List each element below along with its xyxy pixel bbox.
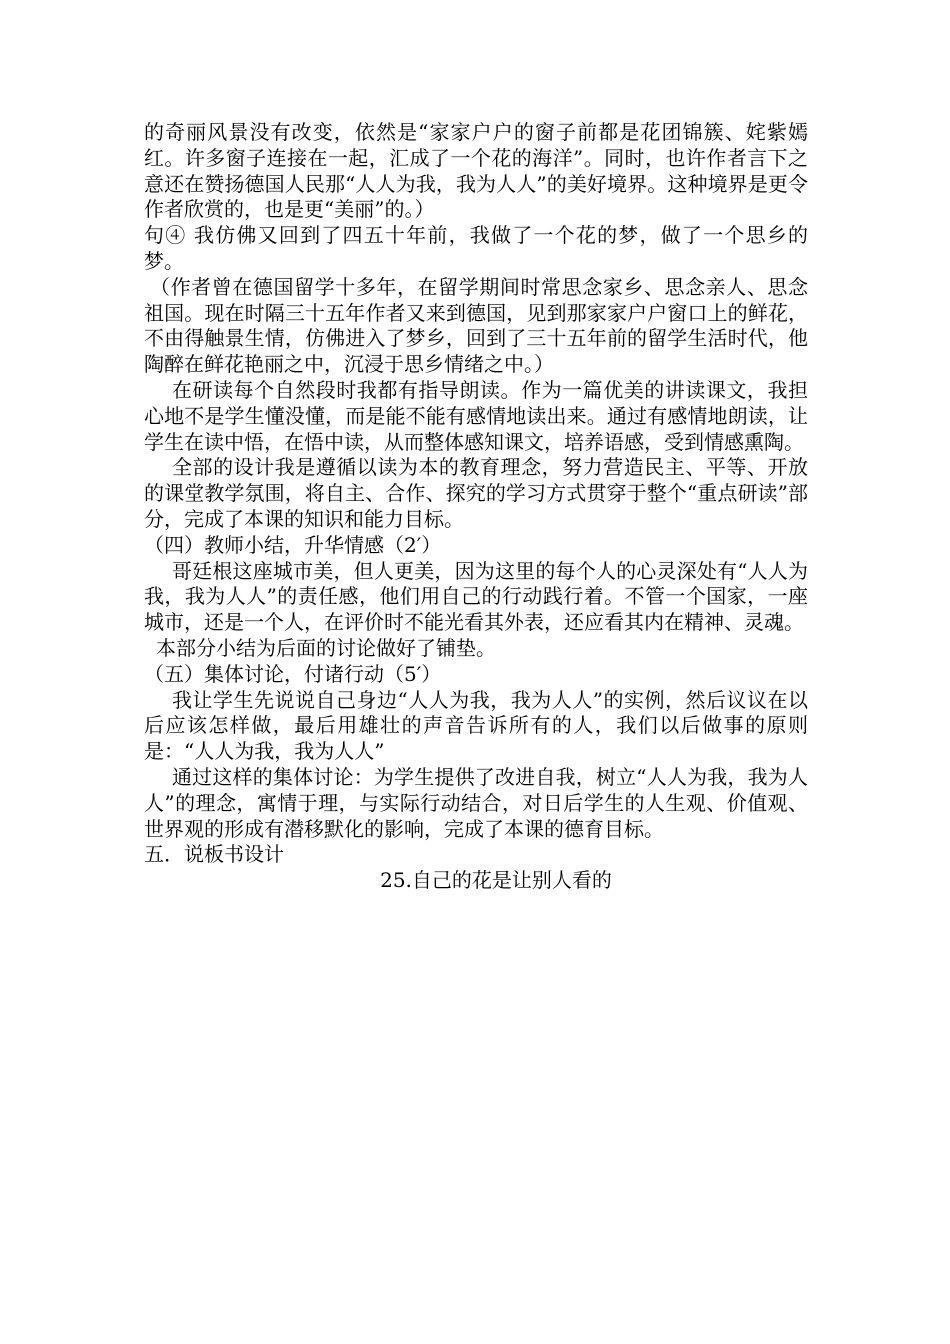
heading-teacher-summary: （四）教师小结，升华情感（2′） [144, 532, 442, 557]
paragraph-continued-analysis: 的奇丽风景没有改变，依然是“家家户户的窗子前都是花团锦簇、姹紫嫣红。许多窗子连接在一起，汇成了一个花的海洋”。同时，也许作者言下之意还在赞扬德国人民那“人人为我，我为人人”的美好境界。这种境界是更令作者欣赏的，也是更“美丽”的。） [144, 120, 808, 222]
paragraph-city-beauty: 哥廷根这座城市美，但人更美，因为这里的每个人的心灵深处有“人人为我，我为人人”的责任感，他们用自己的行动践行着。不管一个国家，一座城市，还是一个人，在评价时不能光看其外表，还应看其内在精神、灵魂。 [144, 558, 808, 635]
heading-board-design: 五．说板书设计 [144, 842, 284, 867]
paragraph-summary-note: 本部分小结为后面的讨论做好了铺垫。 [156, 635, 496, 660]
board-title: 25.自己的花是让别人看的 [380, 868, 612, 893]
paragraph-design-summary: 全部的设计我是遵循以读为本的教育理念，努力营造民主、平等、开放的课堂教学氛围，将自主、合作、探究的学习方式贯穿于整个“重点研读”部分，完成了本课的知识和能力目标。 [144, 455, 808, 531]
document-page [144, 120, 808, 894]
paragraph-discussion-effect: 通过这样的集体讨论：为学生提供了改进自我，树立“人人为我，我为人人”的理念，寓情于理，与实际行动结合，对日后学生的人生观、价值观、世界观的形成有潜移默化的影响，完成了本课的德育目标。 [144, 764, 808, 841]
paragraph-discussion-steps: 我让学生先说说自己身边“人人为我，我为人人”的实例，然后议议在以后应该怎样做，最后用雄壮的声音告诉所有的人，我们以后做事的原则是：“人人为我，我为人人” [144, 687, 808, 764]
paragraph-sentence-4: 句④ 我仿佛又回到了四五十年前，我做了一个花的梦，做了一个思乡的梦。 [144, 223, 808, 273]
heading-group-discussion: （五）集体讨论，付诸行动（5′） [144, 661, 442, 686]
paragraph-reading-guidance: 在研读每个自然段时我都有指导朗读。作为一篇优美的讲读课文，我担心地不是学生懂没懂，而是能不能有感情地读出来。通过有感情地朗读，让学生在读中悟，在悟中读，从而整体感知课文，培养语感，受到情感熏陶。 [144, 377, 808, 454]
paragraph-sentence-4-analysis: （作者曾在德国留学十多年，在留学期间时常思念家乡、思念亲人、思念祖国。现在时隔三十五年作者又来到德国，见到那家家户户窗口上的鲜花，不由得触景生情，仿佛进入了梦乡，回到了三十五年前的留学生活时代，他陶醉在鲜花艳丽之中，沉浸于思乡情绪之中。） [144, 274, 808, 377]
